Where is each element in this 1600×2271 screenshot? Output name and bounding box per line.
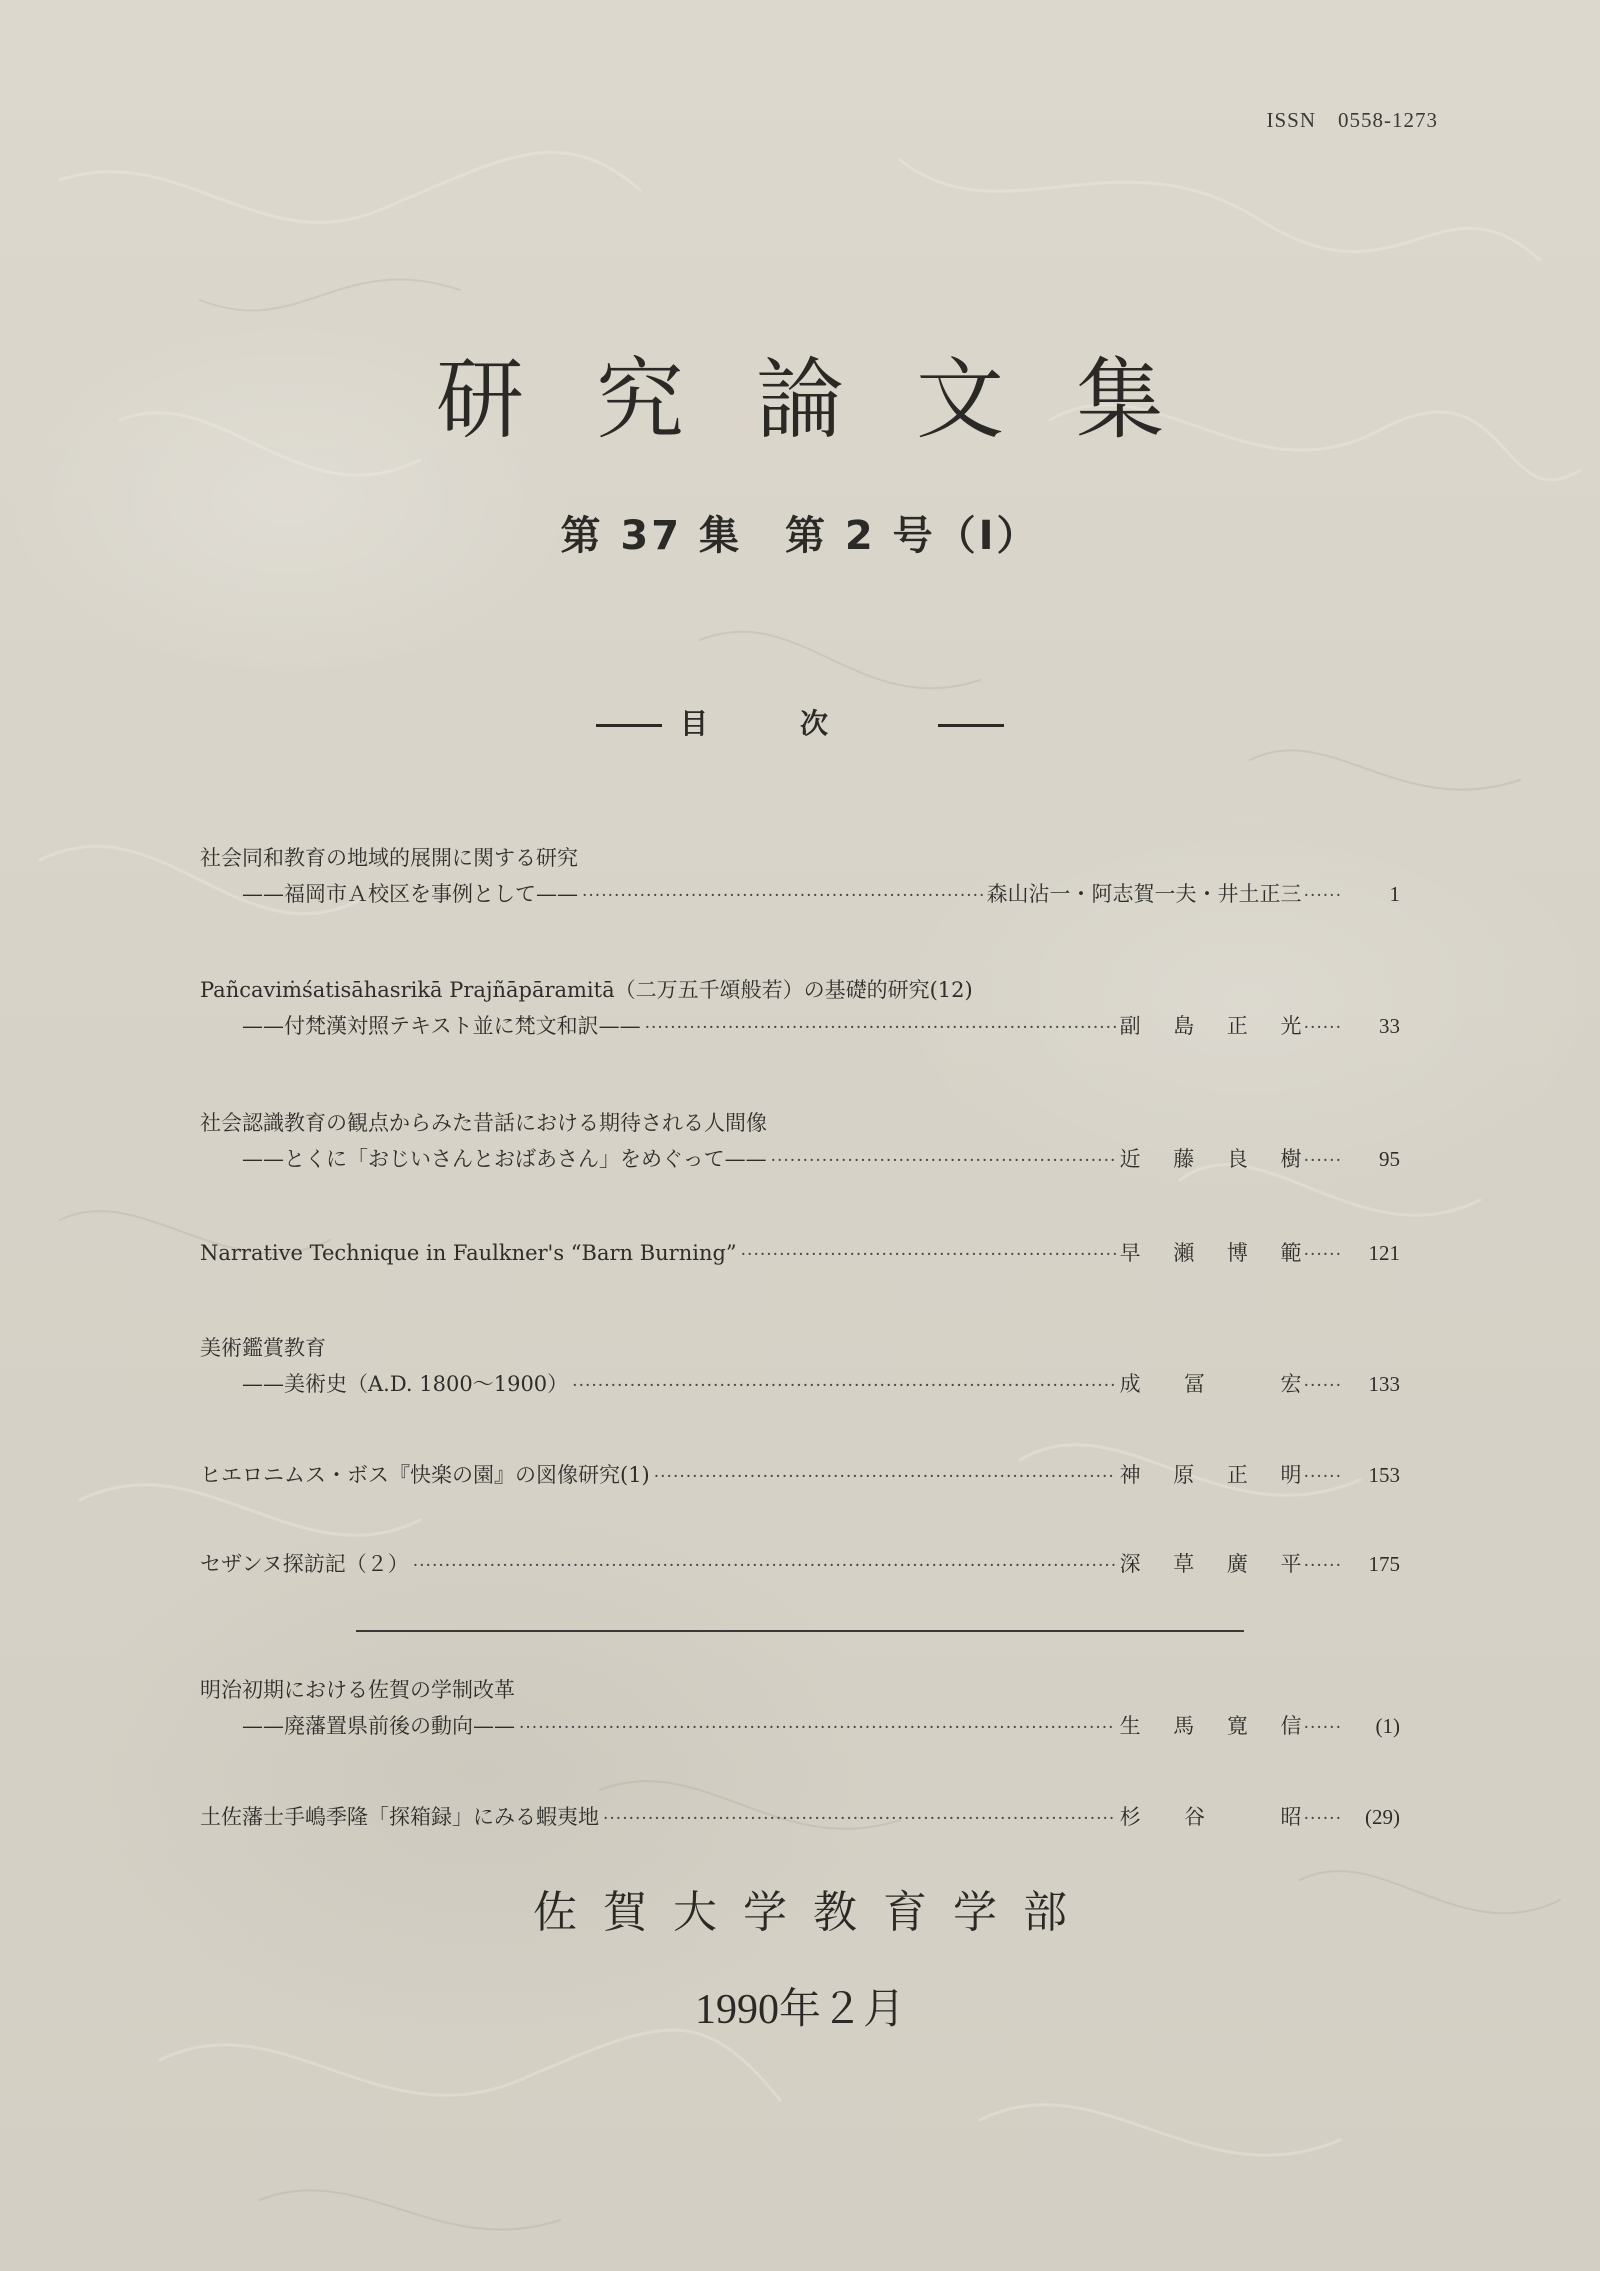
entry-page: 1 xyxy=(1389,882,1400,906)
dot-leader-tail: ······ xyxy=(1303,1151,1342,1171)
dot-leader-tail: ······ xyxy=(1303,1718,1342,1738)
entry-subtitle: ——とくに「おじいさんとおばあさん」をめぐって—— xyxy=(242,1147,767,1171)
entry-title: 社会同和教育の地域的展開に関する研究 xyxy=(200,846,578,870)
dot-leader-tail: ······ xyxy=(1303,1556,1342,1576)
dot-leader xyxy=(771,1146,1116,1176)
dot-leader xyxy=(645,1013,1116,1043)
dot-leader-tail: ······ xyxy=(1303,1376,1342,1396)
entry-title: セザンヌ探訪記（２） xyxy=(200,1552,409,1576)
dot-leader-tail: ······ xyxy=(1303,1018,1342,1038)
dot-leader-tail: ······ xyxy=(1303,886,1342,906)
toc-heading-label: 目次 xyxy=(679,707,920,740)
entry-title: 土佐藩士手嶋季隆「探箱録」にみる蝦夷地 xyxy=(200,1805,599,1829)
entry-subtitle: ——付梵漢対照テキスト並に梵文和訳—— xyxy=(242,1014,641,1038)
entry-author: 成 冨 宏 xyxy=(1119,1372,1302,1396)
entry-page: 95 xyxy=(1379,1147,1400,1171)
entry-title: 社会認識教育の観点からみた昔話における期待される人間像 xyxy=(200,1111,767,1135)
entry-title: 明治初期における佐賀の学制改革 xyxy=(200,1678,515,1702)
entry-author: 杉 谷 昭 xyxy=(1119,1805,1302,1829)
entry-author: 森山沾一・阿志賀一夫・井土正三 xyxy=(986,882,1302,906)
issn-number: ISSN 0558-1273 xyxy=(1266,108,1438,132)
entry-page: 175 xyxy=(1368,1552,1400,1576)
journal-title: 研究論文集 xyxy=(435,348,1236,451)
toc-heading xyxy=(0,702,1600,742)
entry-author: 早 瀬 博 範 xyxy=(1119,1241,1302,1265)
publication-date: 1990年２月 xyxy=(694,1987,905,2033)
entry-page: (29) xyxy=(1365,1805,1400,1829)
dot-leader-tail: ······ xyxy=(1303,1467,1342,1487)
entry-author: 深 草 廣 平 xyxy=(1119,1552,1302,1576)
entry-subtitle: ——福岡市Ａ校区を事例として—— xyxy=(242,882,578,906)
dot-leader xyxy=(654,1462,1116,1492)
entry-title: 美術鑑賞教育 xyxy=(200,1336,326,1360)
heading-dash-right xyxy=(938,724,1004,727)
entry-title: ヒエロニムス・ボス『快楽の園』の図像研究(1) xyxy=(200,1463,650,1487)
dot-leader xyxy=(572,1371,1115,1401)
dot-leader xyxy=(413,1551,1116,1581)
entry-page: 153 xyxy=(1368,1463,1400,1487)
dot-leader xyxy=(582,881,983,911)
entry-author: 近 藤 良 樹 xyxy=(1119,1147,1302,1171)
dot-leader-tail: ······ xyxy=(1303,1245,1342,1265)
dot-leader xyxy=(519,1713,1116,1743)
entry-page: (1) xyxy=(1375,1714,1400,1738)
entry-title: Narrative Technique in Faulkner's “Barn Burning” xyxy=(200,1241,737,1265)
entry-page: 133 xyxy=(1368,1372,1400,1396)
dot-leader-tail: ······ xyxy=(1303,1809,1342,1829)
entry-author: 生 馬 寛 信 xyxy=(1119,1714,1302,1738)
heading-dash-left xyxy=(596,724,662,727)
entry-subtitle: ——美術史（A.D. 1800～1900） xyxy=(242,1372,569,1396)
publisher-name: 佐賀大学教育学部 xyxy=(533,1887,1093,1938)
dot-leader xyxy=(741,1240,1116,1270)
entry-page: 121 xyxy=(1368,1241,1400,1265)
dot-leader xyxy=(603,1804,1116,1834)
entry-subtitle: ——廃藩置県前後の動向—— xyxy=(242,1714,515,1738)
section-divider xyxy=(356,1630,1244,1632)
entry-author: 神 原 正 明 xyxy=(1119,1463,1302,1487)
entry-author: 副 島 正 光 xyxy=(1119,1014,1302,1038)
volume-number: 第 37 集 第 2 号（Ⅰ） xyxy=(560,513,1040,559)
entry-title: Pañcaviṁśatisāhasrikā Prajñāpāramitā（二万五千頌般若）の基礎的研究(12) xyxy=(200,978,973,1002)
entry-page: 33 xyxy=(1379,1014,1400,1038)
